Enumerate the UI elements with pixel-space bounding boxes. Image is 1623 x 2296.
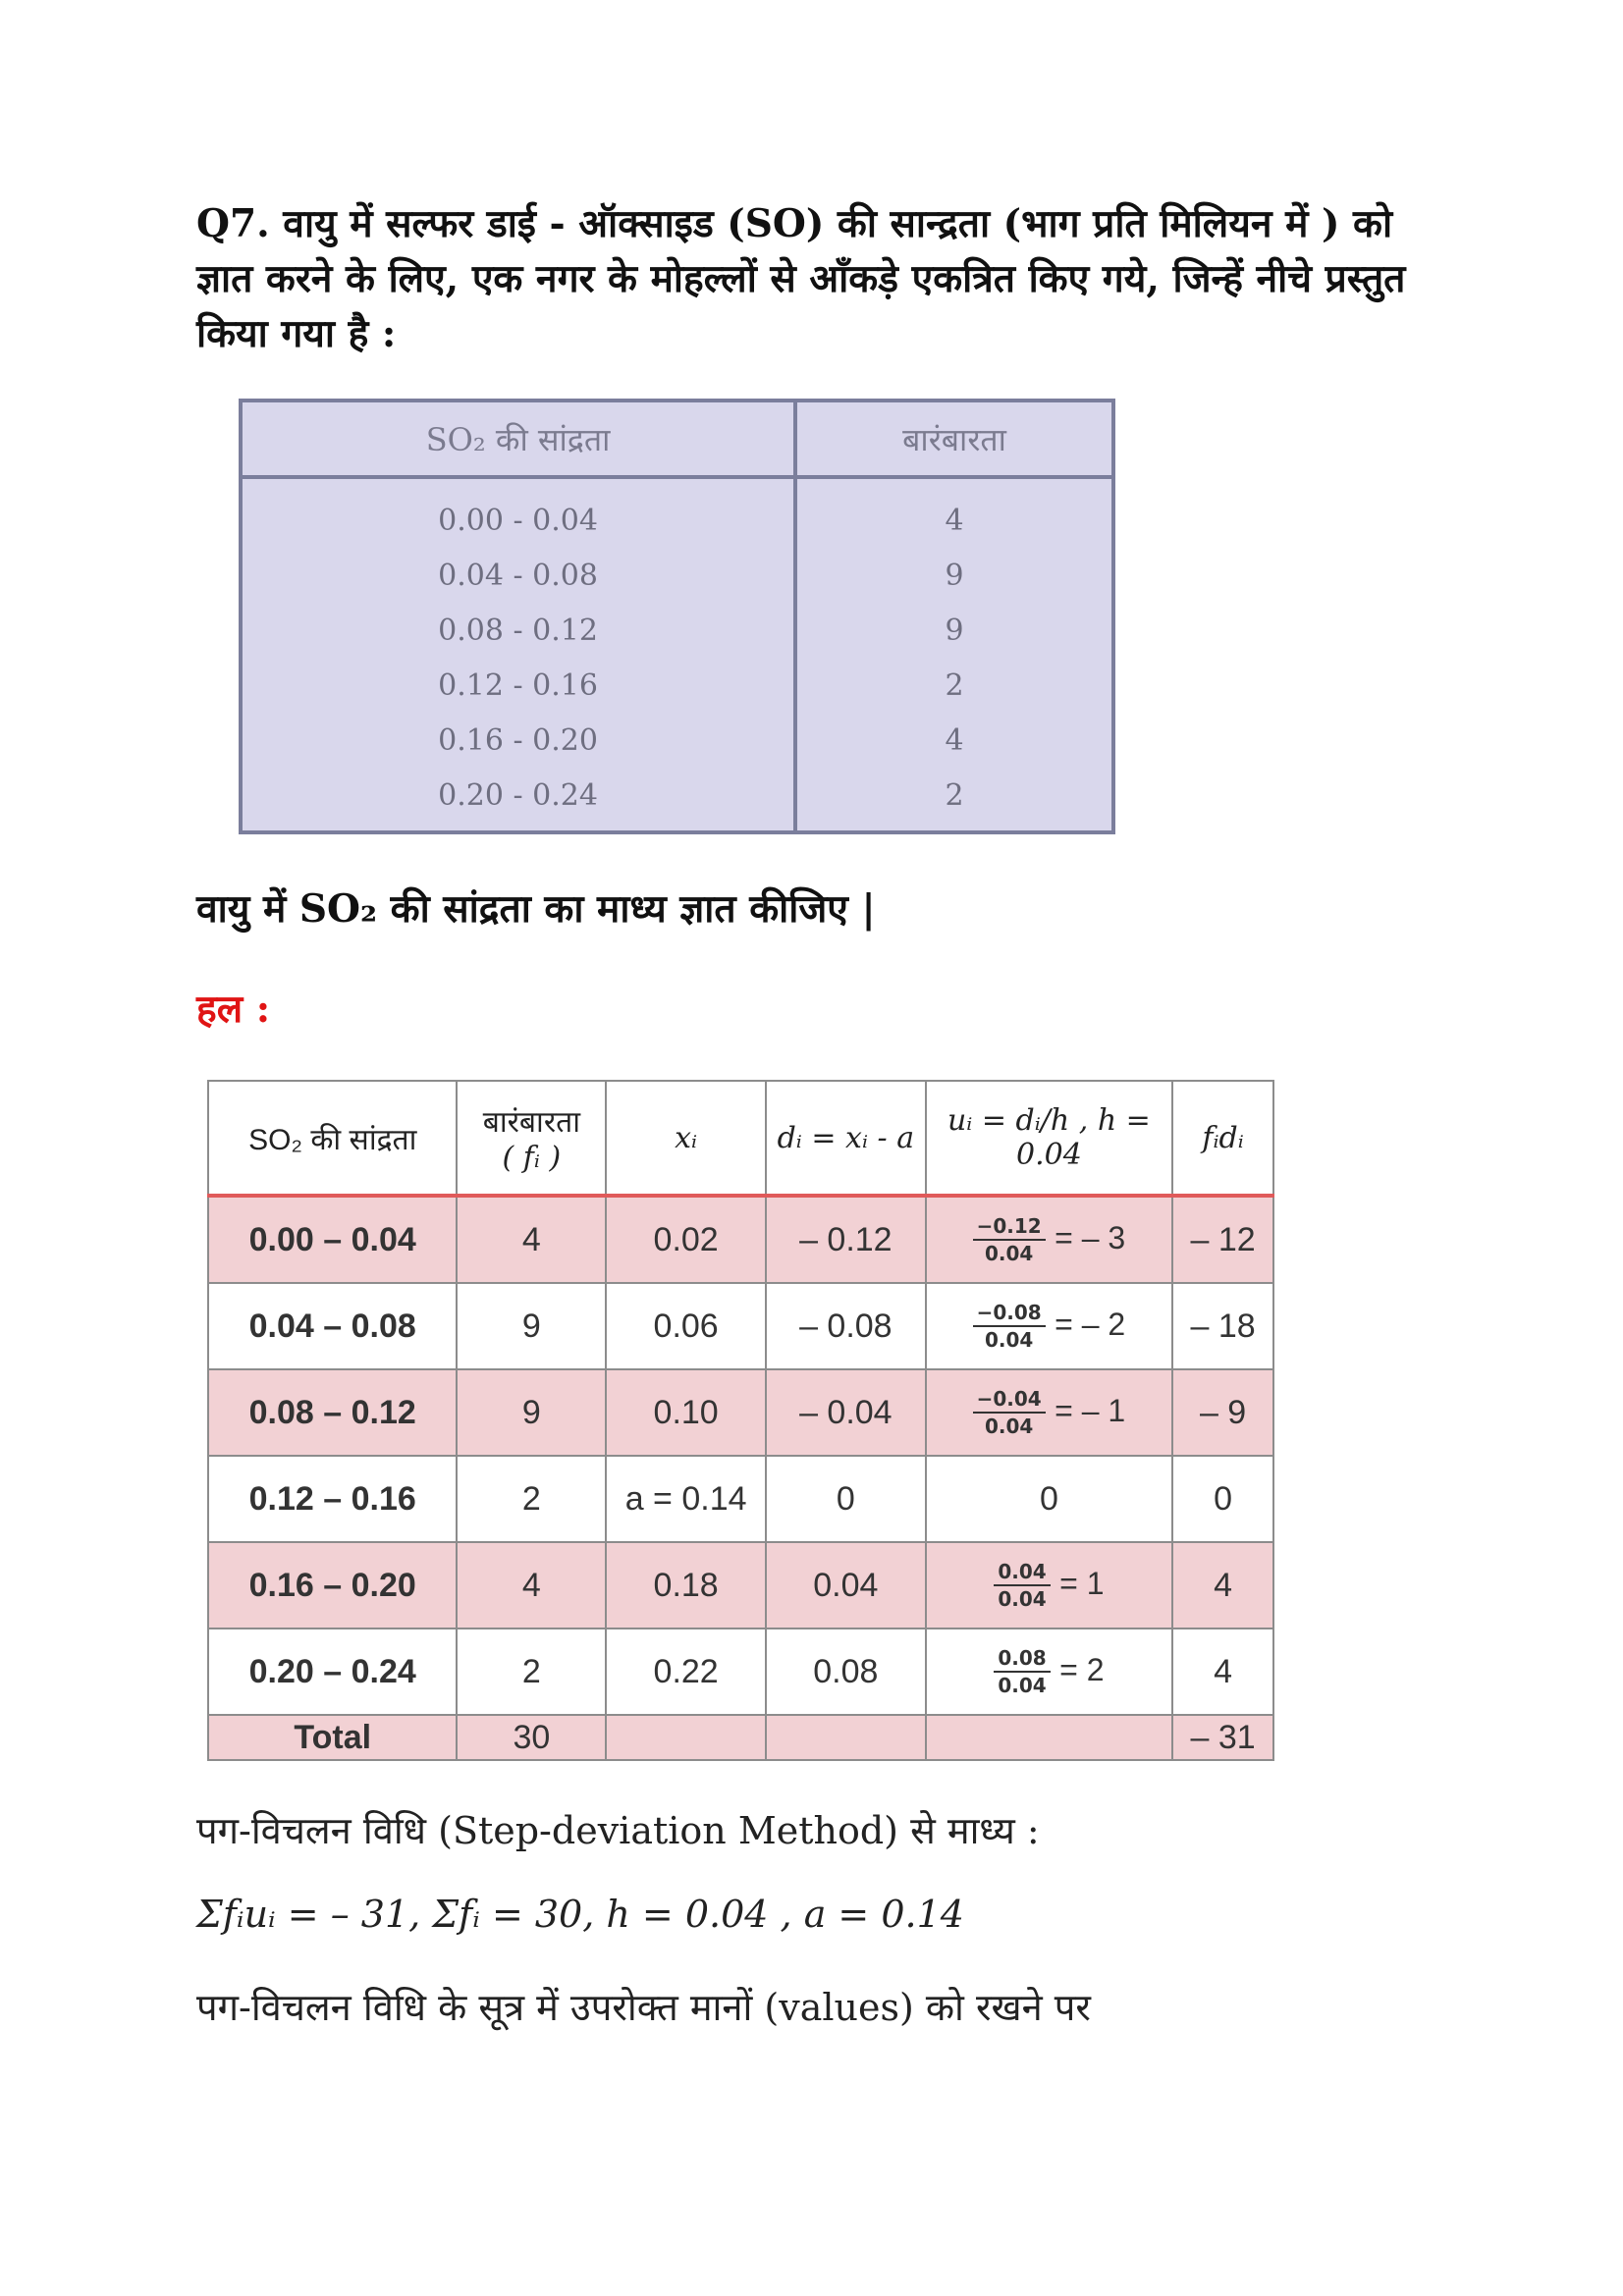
values-line: Σfᵢuᵢ = – 31, Σfᵢ = 30, h = 0.04 , a = 0.14: [196, 1893, 964, 1936]
xi-cell: 0.10: [606, 1369, 766, 1456]
total-fidi: – 31: [1172, 1715, 1273, 1760]
class-cell: 0.20 – 0.24: [208, 1629, 457, 1715]
ui-numerator: −0.12: [973, 1213, 1046, 1241]
xi-cell: a = 0.14: [606, 1456, 766, 1542]
ui-denominator: 0.04: [984, 1415, 1034, 1438]
freq-cell: 2: [945, 667, 964, 703]
di-cell: 0: [766, 1456, 926, 1542]
class-cell: 0.20 - 0.24: [241, 768, 795, 832]
fidi-cell: – 18: [1172, 1283, 1273, 1369]
ui-fraction: [973, 1300, 1046, 1353]
header-ui: uᵢ = dᵢ/h , h = 0.04: [926, 1081, 1172, 1196]
fidi-cell: 0: [1172, 1456, 1273, 1542]
header-concentration: SO₂ की सांद्रता: [241, 400, 795, 477]
table-row: [241, 658, 1113, 713]
ui-result: = – 3: [1055, 1219, 1126, 1255]
ui-numerator: −0.04: [973, 1386, 1046, 1414]
empty-cell: [606, 1715, 766, 1760]
ui-denominator: 0.04: [998, 1674, 1047, 1697]
total-label: Total: [208, 1715, 457, 1760]
table-row: [208, 1369, 1273, 1456]
freq-cell: 9: [945, 613, 964, 648]
given-data-table: [239, 399, 1115, 834]
di-cell: – 0.04: [766, 1369, 926, 1456]
class-cell: 0.08 - 0.12: [241, 603, 795, 658]
table-row: [208, 1456, 1273, 1542]
ui-cell: [926, 1629, 1172, 1715]
ui-cell: [926, 1542, 1172, 1629]
header-xi: xᵢ: [606, 1081, 766, 1196]
class-cell: 0.00 - 0.04: [241, 477, 795, 548]
table-row: [208, 1283, 1273, 1369]
method-line: पग-विचलन विधि (Step-deviation Method) से माध्य :: [196, 1809, 1040, 1852]
ui-cell: [926, 1369, 1172, 1456]
substitution-line: पग-विचलन विधि के सूत्र में उपरोक्त मानों (values) को रखने पर: [196, 1986, 1091, 2029]
ui-result: = – 1: [1055, 1392, 1126, 1428]
header-fidi: fᵢdᵢ: [1172, 1081, 1273, 1196]
freq-cell: 4: [457, 1196, 606, 1283]
ui-cell: [926, 1196, 1172, 1283]
freq-cell: 4: [945, 503, 964, 538]
ui-numerator: 0.04: [994, 1559, 1050, 1586]
freq-cell: 2: [457, 1456, 606, 1542]
total-row: [208, 1715, 1273, 1760]
xi-cell: 0.02: [606, 1196, 766, 1283]
freq-cell: 4: [945, 722, 964, 758]
ui-numerator: 0.08: [994, 1645, 1050, 1673]
question-ask: वायु में SO₂ की सांद्रता का माध्य ज्ञात कीजिए |: [196, 886, 876, 932]
table-row: [241, 548, 1113, 603]
freq-cell: 2: [457, 1629, 606, 1715]
total-freq: 30: [457, 1715, 606, 1760]
ui-fraction: [973, 1213, 1046, 1266]
solution-label: हल :: [196, 987, 271, 1032]
class-cell: 0.08 – 0.12: [208, 1369, 457, 1456]
freq-cell: 2: [945, 777, 964, 813]
class-cell: 0.12 - 0.16: [241, 658, 795, 713]
fidi-cell: – 12: [1172, 1196, 1273, 1283]
freq-cell: 9: [457, 1283, 606, 1369]
table-row: [241, 477, 1113, 548]
ui-numerator: −0.08: [973, 1300, 1046, 1327]
fidi-cell: 4: [1172, 1629, 1273, 1715]
ui-denominator: 0.04: [984, 1328, 1034, 1352]
di-cell: – 0.08: [766, 1283, 926, 1369]
table-row: [208, 1629, 1273, 1715]
ui-result: = 2: [1059, 1651, 1105, 1687]
xi-cell: 0.18: [606, 1542, 766, 1629]
freq-cell: 4: [457, 1542, 606, 1629]
di-cell: 0.08: [766, 1629, 926, 1715]
table-row: [208, 1542, 1273, 1629]
class-cell: 0.04 - 0.08: [241, 548, 795, 603]
ui-cell: [926, 1283, 1172, 1369]
xi-cell: 0.06: [606, 1283, 766, 1369]
question-text: Q7. वायु में सल्फर डाई - ऑक्साइड (SO) की सान्द्रता (भाग प्रति मिलियन में ) को ज्ञात करने के लिए, एक नगर के मोहल्लों से आँकड़े एकत्रित किए गये, जिन्हें नीचे प्रस्तुत किया गया है :: [196, 201, 1406, 356]
header-frequency: बारंबारता: [795, 400, 1113, 477]
header-concentration: SO₂ की सांद्रता: [208, 1081, 457, 1196]
di-cell: 0.04: [766, 1542, 926, 1629]
xi-cell: 0.22: [606, 1629, 766, 1715]
freq-cell: 9: [945, 558, 964, 593]
ui-result: = – 2: [1055, 1306, 1126, 1342]
class-cell: 0.16 – 0.20: [208, 1542, 457, 1629]
di-cell: – 0.12: [766, 1196, 926, 1283]
table-row: [241, 768, 1113, 832]
header-frequency-line2: ( fᵢ ): [502, 1141, 562, 1175]
class-cell: 0.00 – 0.04: [208, 1196, 457, 1283]
class-cell: 0.12 – 0.16: [208, 1456, 457, 1542]
ui-cell: 0: [926, 1456, 1172, 1542]
fidi-cell: 4: [1172, 1542, 1273, 1629]
table-row: [241, 603, 1113, 658]
freq-cell: 9: [457, 1369, 606, 1456]
fidi-cell: – 9: [1172, 1369, 1273, 1456]
ui-denominator: 0.04: [984, 1242, 1034, 1265]
empty-cell: [766, 1715, 926, 1760]
ui-fraction: [973, 1386, 1046, 1439]
ui-fraction: [994, 1645, 1050, 1698]
table-row: [241, 713, 1113, 768]
ui-fraction: [994, 1559, 1050, 1612]
header-di: dᵢ = xᵢ - a: [766, 1081, 926, 1196]
empty-cell: [926, 1715, 1172, 1760]
header-frequency-line1: बारंबारता: [482, 1106, 580, 1139]
class-cell: 0.04 – 0.08: [208, 1283, 457, 1369]
ui-result: = 1: [1059, 1565, 1105, 1601]
class-cell: 0.16 - 0.20: [241, 713, 795, 768]
table-row: [208, 1196, 1273, 1283]
solution-table: [207, 1080, 1274, 1761]
ui-denominator: 0.04: [998, 1587, 1047, 1611]
header-frequency: [457, 1081, 606, 1196]
